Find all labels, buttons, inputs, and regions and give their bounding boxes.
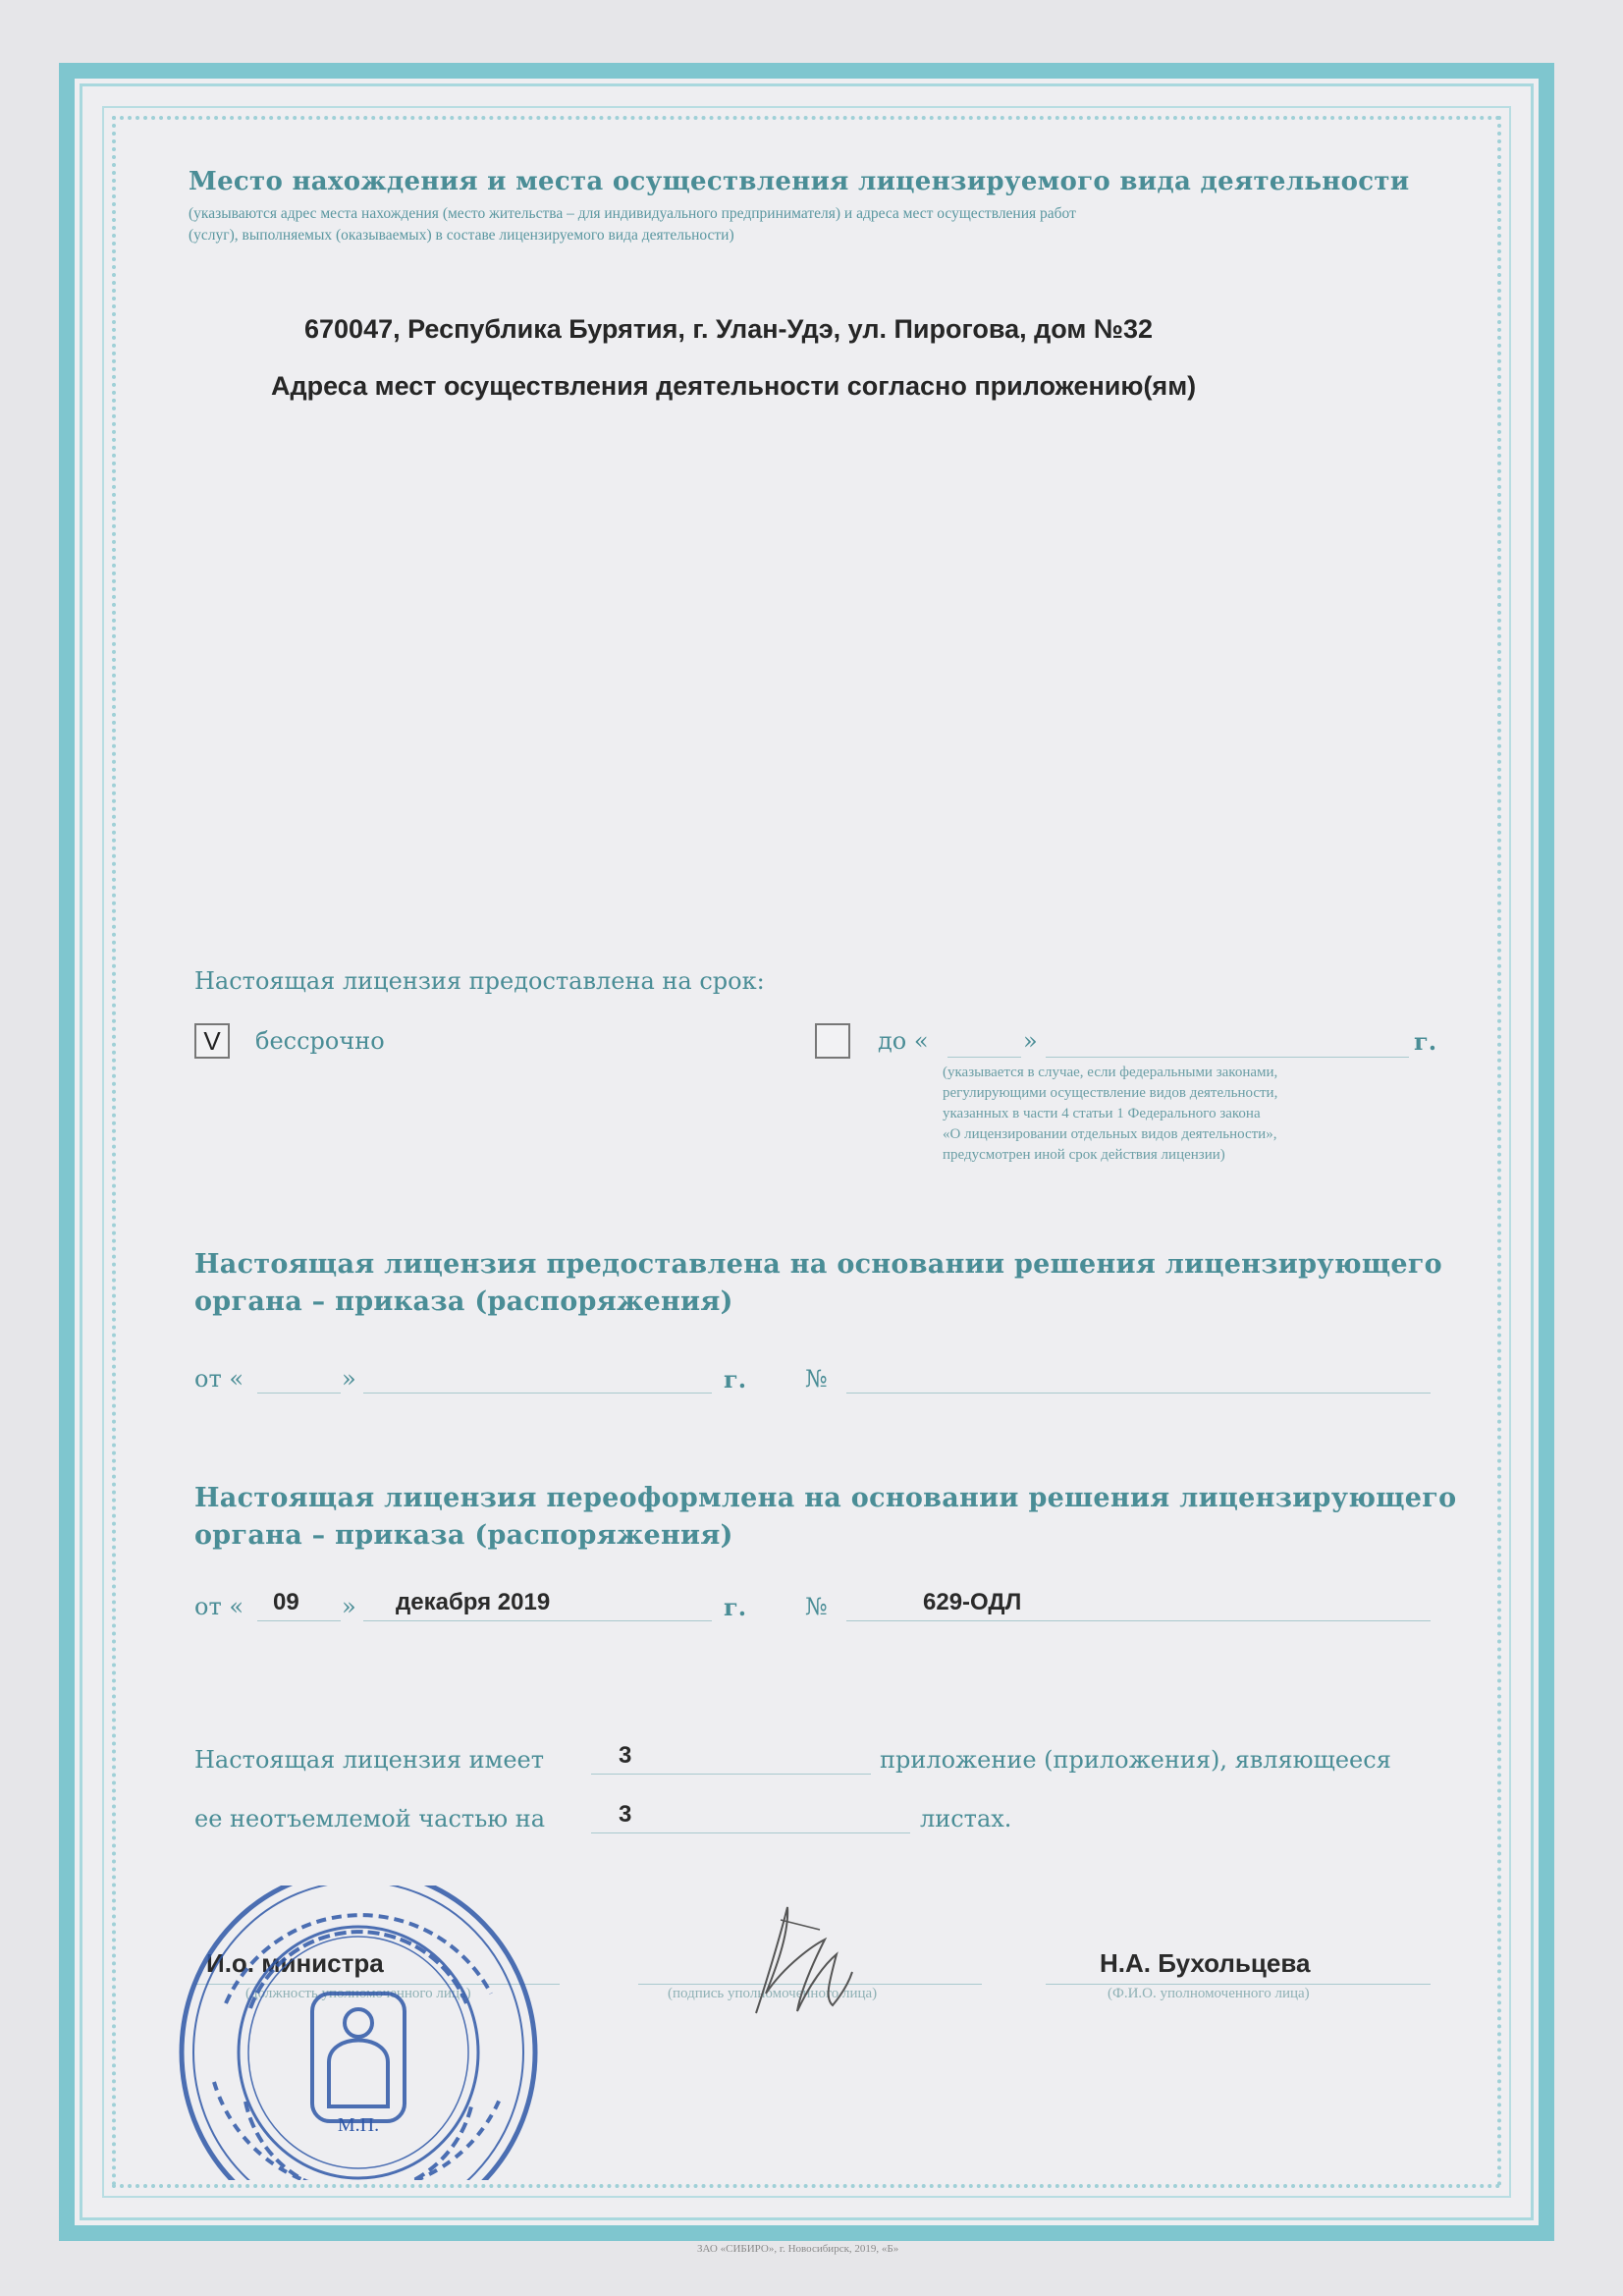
signer-position: И.о. министра (206, 1948, 384, 1978)
term-note-line: регулирующими осуществление видов деятельности, (943, 1085, 1278, 1101)
until-year-label: г. (1414, 1027, 1437, 1056)
reissue-day-line (257, 1620, 341, 1621)
address-line2: Адреса мест осуществления деятельности согласно приложению(ям) (271, 371, 1197, 401)
appendix-line1-prefix: Настоящая лицензия имеет (194, 1746, 545, 1774)
grant-num-label: № (805, 1365, 828, 1393)
appendix-line1-suffix: приложение (приложения), являющееся (880, 1746, 1391, 1774)
until-checkbox[interactable] (815, 1023, 850, 1059)
stamp-mp: М.П. (337, 2114, 380, 2136)
appendix-sheets: 3 (619, 1801, 632, 1828)
grant-year-label: г. (724, 1365, 747, 1394)
appendix-sheets-line (591, 1832, 910, 1833)
grant-from-label: от « (194, 1365, 244, 1393)
reissue-num-label: № (805, 1593, 828, 1620)
signature-caption: (подпись уполномоченного лица) (668, 1986, 878, 2001)
indefinite-checkbox[interactable]: V (194, 1023, 230, 1059)
appendix-line2-suffix: листах. (920, 1805, 1012, 1832)
indefinite-label: бессрочно (255, 1027, 385, 1055)
appendix-count-line (591, 1774, 871, 1775)
reissue-quote-close: » (342, 1593, 356, 1620)
name-caption: (Ф.И.О. уполномоченного лица) (1108, 1986, 1310, 2001)
reissue-basis-line2: органа – приказа (распоряжения) (194, 1520, 733, 1551)
until-day-line (947, 1057, 1021, 1058)
name-line (1046, 1984, 1431, 1985)
reissue-from-label: от « (194, 1593, 244, 1620)
appendix-line2-prefix: ее неотъемлемой частью на (194, 1805, 546, 1832)
until-prefix: до « (878, 1027, 929, 1055)
reissue-year-label: г. (724, 1593, 747, 1621)
grant-basis-line2: органа – приказа (распоряжения) (194, 1286, 733, 1317)
header-title: Место нахождения и места осуществления лицензируемого вида деятельности (189, 167, 1410, 196)
official-round-stamp (167, 1886, 550, 2180)
until-date-line (1046, 1057, 1409, 1058)
reissue-number: 629-ОДЛ (923, 1589, 1022, 1615)
reissue-basis-line1: Настоящая лицензия переоформлена на основании решения лицензирующего (194, 1483, 1457, 1513)
term-note-line: «О лицензировании отдельных видов деятельности», (943, 1126, 1277, 1142)
grant-number-line (846, 1393, 1431, 1394)
signer-name: Н.А. Бухольцева (1100, 1948, 1311, 1978)
header-note-line2: (услуг), выполняемых (оказываемых) в составе лицензируемого вида деятельности) (189, 227, 734, 244)
reissue-date-line (363, 1620, 712, 1621)
term-note (943, 1063, 1463, 1166)
grant-basis-line1: Настоящая лицензия предоставлена на основании решения лицензирующего (194, 1249, 1442, 1280)
reissue-month-year: декабря 2019 (396, 1589, 551, 1615)
term-note-line: (указывается в случае, если федеральными законами, (943, 1065, 1278, 1080)
until-quote-close: » (1023, 1027, 1038, 1055)
grant-date-line (363, 1393, 712, 1394)
header-note-line1: (указываются адрес места нахождения (место жительства – для индивидуального предпринимателя) и адреса мест осуществления работ (189, 205, 1076, 222)
term-note-line: указанных в части 4 статьи 1 Федерального закона (943, 1106, 1261, 1121)
handwritten-signature (727, 1895, 874, 2033)
reissue-number-line (846, 1620, 1431, 1621)
address-line1: 670047, Республика Бурятия, г. Улан-Удэ, ул. Пирогова, дом №32 (304, 314, 1153, 344)
reissue-day: 09 (273, 1589, 299, 1615)
grant-quote-close: » (342, 1365, 356, 1393)
position-caption: (должность уполномоченного лица) (245, 1986, 471, 2001)
term-note-line: предусмотрен иной срок действия лицензии) (943, 1147, 1225, 1163)
term-label: Настоящая лицензия предоставлена на срок: (194, 967, 765, 995)
printer-footer: ЗАО «СИБИРО», г. Новосибирск, 2019, «Б» (697, 2243, 899, 2255)
appendix-count: 3 (619, 1742, 632, 1769)
grant-day-line (257, 1393, 341, 1394)
